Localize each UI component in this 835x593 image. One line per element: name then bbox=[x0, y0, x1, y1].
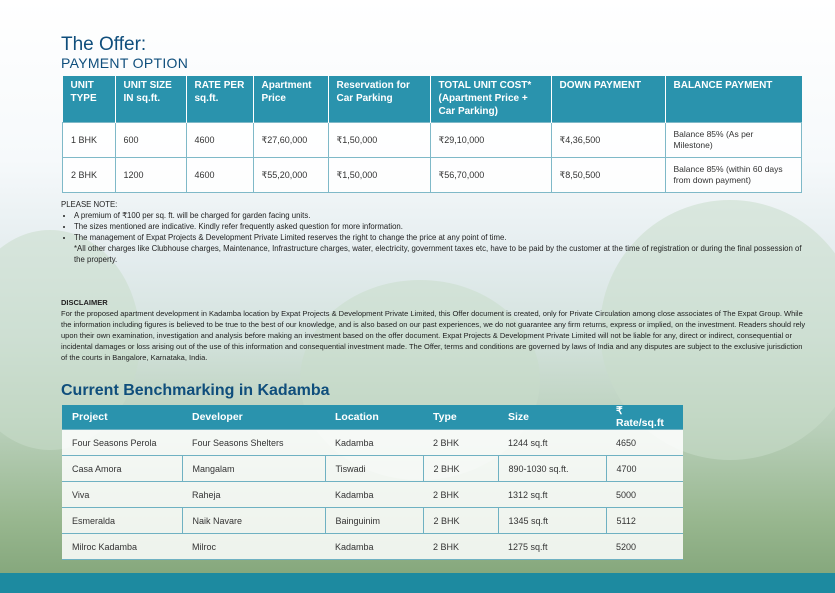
cell: Four Seasons Perola bbox=[62, 430, 182, 456]
cell: 2 BHK bbox=[423, 430, 498, 456]
cell: ₹56,70,000 bbox=[430, 158, 551, 193]
cell: 600 bbox=[115, 123, 186, 158]
offer-title: The Offer: bbox=[61, 34, 147, 55]
header-cell: Developer bbox=[182, 405, 325, 430]
cell: Mangalam bbox=[182, 456, 325, 482]
payment-row bbox=[63, 123, 802, 158]
note-item: • The sizes mentioned are indicative. Kindly refer frequently asked question for more information. bbox=[74, 221, 806, 232]
cell: Bainguinim bbox=[325, 508, 423, 534]
cell: 4600 bbox=[186, 158, 253, 193]
cell: Tiswadi bbox=[325, 456, 423, 482]
cell: 1275 sq.ft bbox=[498, 534, 606, 560]
header-cell: BALANCE PAYMENT bbox=[665, 76, 802, 123]
cell: 2 BHK bbox=[63, 158, 116, 193]
cell: Kadamba bbox=[325, 482, 423, 508]
cell: ₹55,20,000 bbox=[253, 158, 328, 193]
note-extra: *All other charges like Clubhouse charges, Maintenance, Infrastructure charges, water, electricity, government taxes etc, have to be paid by the customer at the time of registration or during the final possession of the property. bbox=[74, 244, 802, 264]
cell: Casa Amora bbox=[62, 456, 182, 482]
cell: Viva bbox=[62, 482, 182, 508]
cell: Kadamba bbox=[325, 534, 423, 560]
cell: 4700 bbox=[606, 456, 683, 482]
cell: ₹29,10,000 bbox=[430, 123, 551, 158]
payment-row bbox=[63, 158, 802, 193]
note-item: • The management of Expat Projects & Development Private Limited reserves the right to change the price at any point of time. bbox=[74, 232, 806, 243]
notes-list bbox=[61, 210, 806, 243]
cell: 2 BHK bbox=[423, 508, 498, 534]
cell: Milroc bbox=[182, 534, 325, 560]
header-cell: DOWN PAYMENT bbox=[551, 76, 665, 123]
cell: Kadamba bbox=[325, 430, 423, 456]
table-row bbox=[62, 456, 683, 482]
cell: ₹4,36,500 bbox=[551, 123, 665, 158]
header-cell: UNIT SIZE IN sq.ft. bbox=[115, 76, 186, 123]
cell: ₹27,60,000 bbox=[253, 123, 328, 158]
header-cell: Project bbox=[62, 405, 182, 430]
cell: 2 BHK bbox=[423, 456, 498, 482]
payment-header-row bbox=[63, 76, 802, 123]
cell: 2 BHK bbox=[423, 534, 498, 560]
header-cell: UNIT TYPE bbox=[63, 76, 116, 123]
cell: Esmeralda bbox=[62, 508, 182, 534]
benchmark-table bbox=[62, 405, 683, 560]
offer-subtitle: PAYMENT OPTION bbox=[61, 55, 189, 71]
cell: 2 BHK bbox=[423, 482, 498, 508]
disclaimer-heading: DISCLAIMER bbox=[61, 298, 108, 307]
cell: 4650 bbox=[606, 430, 683, 456]
notes-heading: PLEASE NOTE: bbox=[61, 200, 118, 209]
header-cell: ₹ Rate/sq.ft bbox=[606, 405, 683, 430]
table-row bbox=[62, 534, 683, 560]
cell: Balance 85% (As per Milestone) bbox=[665, 123, 802, 158]
cell: 5112 bbox=[606, 508, 683, 534]
disclaimer-text: For the proposed apartment development in Kadamba location by Expat Projects & Development Private Limited, this Offer document is created, only for Private Circulation among close associates of The Expat Group. While the information including figures is believed to be true to the best of our knowledge, and is also based on our past experiences, we do not guarantee any firm returns, express or implied, on the investment. Readers should rely upon their own examination, investigation and analysis before making an investment based on the offer document. Expat Projects & Development Private Limited will not be liable for any, direct or indirect, consequential or incidental damages or loss arising out of the use of this information and consequential investment made. The Offer, terms and conditions are governed by laws of India and any disputes are subject to the exclusive jurisdiction of the courts in Bangalore, Karnataka, India. bbox=[61, 309, 806, 362]
header-cell: TOTAL UNIT COST* (Apartment Price + Car Parking) bbox=[430, 76, 551, 123]
cell: Four Seasons Shelters bbox=[182, 430, 325, 456]
cell: 5200 bbox=[606, 534, 683, 560]
cell: Naik Navare bbox=[182, 508, 325, 534]
cell: 1345 sq.ft bbox=[498, 508, 606, 534]
cell: 1200 bbox=[115, 158, 186, 193]
header-cell: Location bbox=[325, 405, 423, 430]
cell: ₹8,50,500 bbox=[551, 158, 665, 193]
cell: 1 BHK bbox=[63, 123, 116, 158]
footer-bar bbox=[0, 573, 835, 593]
disclaimer-section bbox=[61, 297, 806, 363]
cell: 5000 bbox=[606, 482, 683, 508]
benchmark-header-row bbox=[62, 405, 683, 430]
cell: ₹1,50,000 bbox=[328, 158, 430, 193]
notes-section bbox=[61, 199, 806, 265]
cell: 1312 sq.ft bbox=[498, 482, 606, 508]
cell: Balance 85% (within 60 days from down payment) bbox=[665, 158, 802, 193]
cell: 4600 bbox=[186, 123, 253, 158]
header-cell: Size bbox=[498, 405, 606, 430]
table-row bbox=[62, 482, 683, 508]
benchmark-title: Current Benchmarking in Kadamba bbox=[61, 382, 330, 399]
cell: Milroc Kadamba bbox=[62, 534, 182, 560]
cell: 890-1030 sq.ft. bbox=[498, 456, 606, 482]
header-cell: RATE PER sq.ft. bbox=[186, 76, 253, 123]
cell: 1244 sq.ft bbox=[498, 430, 606, 456]
cell: Raheja bbox=[182, 482, 325, 508]
header-cell: Type bbox=[423, 405, 498, 430]
note-item: • A premium of ₹100 per sq. ft. will be charged for garden facing units. bbox=[74, 210, 806, 221]
header-cell: Apartment Price bbox=[253, 76, 328, 123]
table-row bbox=[62, 430, 683, 456]
cell: ₹1,50,000 bbox=[328, 123, 430, 158]
table-row bbox=[62, 508, 683, 534]
header-cell: Reservation for Car Parking bbox=[328, 76, 430, 123]
payment-table bbox=[62, 76, 802, 193]
